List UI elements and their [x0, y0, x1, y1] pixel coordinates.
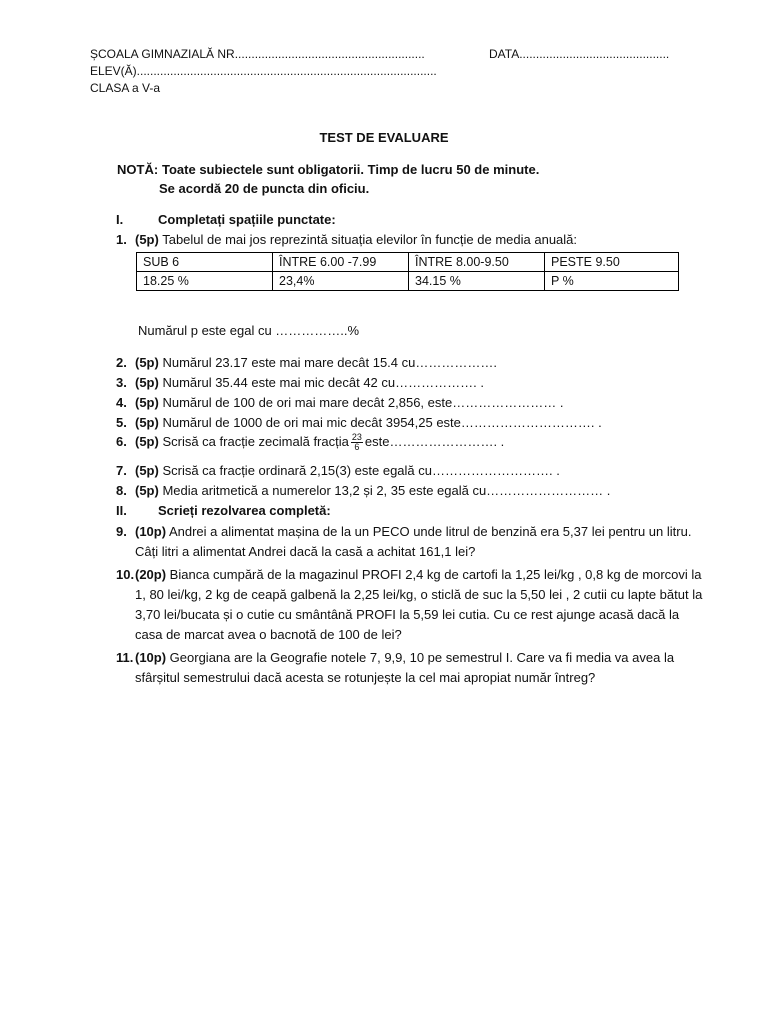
- fraction-numerator: 23: [351, 432, 362, 442]
- question-text: Numărul de 100 de ori mai mare decât 2,856, este…………………… .: [158, 395, 564, 410]
- school-field: ȘCOALA GIMNAZIALĂ NR.........................................................: [90, 47, 425, 61]
- note-label: NOTĂ:: [117, 162, 159, 177]
- question-number: 8.: [116, 483, 127, 498]
- note-line-1: Toate subiectele sunt obligatorii. Timp de lucru 50 de minute.: [162, 162, 540, 177]
- question-points: (5p): [135, 232, 159, 247]
- table-header-cell: PESTE 9.50: [545, 253, 679, 272]
- question-number: 11.: [116, 650, 134, 665]
- table-cell: 23,4%: [273, 272, 409, 291]
- table-header-cell: ÎNTRE 6.00 -7.99: [273, 253, 409, 272]
- fraction: [351, 433, 363, 452]
- question-number: 2.: [116, 355, 127, 370]
- question-text: Andrei a alimentat mașina de la un PECO unde litrul de benzină era 5,37 lei pentru un litru. Câți litri a alimentat Andrei dacă la casă a achitat 161,1 lei?: [135, 524, 692, 559]
- question-text: Scrisă ca fracție ordinară 2,15(3) este egală cu………………………. .: [158, 463, 560, 478]
- question-points: (10p): [135, 524, 167, 539]
- question-8: [116, 483, 610, 498]
- question-number: 6.: [116, 433, 127, 449]
- question-text: Georgiana are la Geografie notele 7, 9,9, 10 pe semestrul I. Care va fi media va avea la sfârșitul semestrului dacă acesta se rotunjește la cel mai apropiat număr întreg?: [135, 650, 675, 685]
- table-cell: 18.25 %: [137, 272, 273, 291]
- question-2: [116, 355, 497, 370]
- question-11: [116, 648, 706, 688]
- question-points: (10p): [135, 650, 167, 665]
- p-answer-line: Numărul p este egal cu ……………..%: [138, 323, 360, 338]
- question-text: Numărul 23.17 este mai mare decât 15.4 cu……………….: [158, 355, 497, 370]
- question-6: [116, 433, 504, 452]
- question-points: (5p): [135, 433, 159, 449]
- question-text: Bianca cumpără de la magazinul PROFI 2,4 kg de cartofi la 1,25 lei/kg , 0,8 kg de morcovi la 1, 80 lei/kg, 2 kg de ceapă galbenă la 2,25 lei/kg, o sticlă de suc la 5,50 lei , 2 cutii cu lapte bătut la 3,70 lei/bucata și o cutie cu smântână PROFI la 5,59 lei cutia. Cu ce rest ajunge acasă dacă la casa de marcat avea o bacnotă de 100 de lei?: [135, 567, 703, 642]
- question-1: [116, 232, 577, 247]
- question-number: 10.: [116, 567, 135, 582]
- question-9: [116, 522, 706, 562]
- date-field: DATA.............................................: [489, 47, 670, 61]
- question-number: 1.: [116, 232, 127, 247]
- question-5: [116, 415, 602, 430]
- question-number: 3.: [116, 375, 127, 390]
- fraction-denominator: 6: [354, 442, 360, 452]
- student-field: ELEV(Ă)..........................................................................................: [90, 64, 437, 78]
- section-1-title: Completați spațiile punctate:: [158, 212, 336, 227]
- table-header-cell: ÎNTRE 8.00-9.50: [409, 253, 545, 272]
- question-points: (5p): [135, 375, 159, 390]
- question-text-after: este……………………. .: [364, 433, 505, 449]
- table-row: [137, 253, 679, 272]
- note-line-2: Se acordă 20 de puncta din oficiu.: [159, 181, 370, 196]
- question-text: Media aritmetică a numerelor 13,2 și 2, 35 este egală cu……………………… .: [158, 483, 611, 498]
- question-number: 9.: [116, 524, 127, 539]
- question-points: (5p): [135, 415, 159, 430]
- question-text: Scrisă ca fracție zecimală fracția: [158, 433, 349, 449]
- question-points: (20p): [135, 567, 167, 582]
- table-cell: P %: [545, 272, 679, 291]
- question-points: (5p): [135, 483, 159, 498]
- question-7: [116, 463, 560, 478]
- question-text: Tabelul de mai jos reprezintă situația elevilor în funcție de media anuală:: [158, 232, 578, 247]
- grades-table: [136, 252, 679, 291]
- question-text: Numărul de 1000 de ori mai mic decât 3954,25 este…………………………. .: [158, 415, 602, 430]
- question-4: [116, 395, 563, 410]
- question-number: 5.: [116, 415, 127, 430]
- question-number: 4.: [116, 395, 127, 410]
- page-title: TEST DE EVALUARE: [319, 130, 449, 145]
- question-number: 7.: [116, 463, 127, 478]
- question-3: [116, 375, 484, 390]
- table-cell: 34.15 %: [409, 272, 545, 291]
- question-points: (5p): [135, 355, 159, 370]
- question-points: (5p): [135, 395, 159, 410]
- table-row: [137, 272, 679, 291]
- section-1-number: I.: [116, 212, 124, 227]
- question-10: [116, 565, 706, 645]
- class-field: CLASA a V-a: [90, 81, 161, 95]
- question-text: Numărul 35.44 este mai mic decât 42 cu………………. .: [158, 375, 484, 390]
- question-points: (5p): [135, 463, 159, 478]
- section-2-number: II.: [116, 503, 127, 518]
- table-header-cell: SUB 6: [137, 253, 273, 272]
- section-2-title: Scrieți rezolvarea completă:: [158, 503, 331, 518]
